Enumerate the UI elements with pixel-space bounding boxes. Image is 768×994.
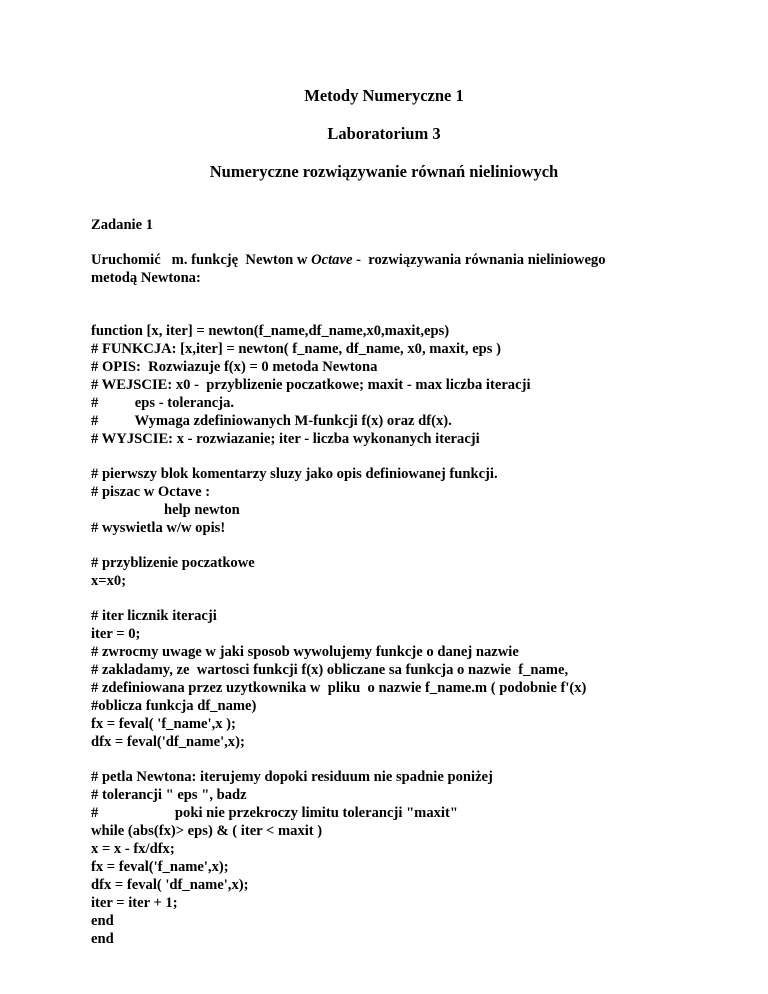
code-line: iter = iter + 1; [91, 895, 178, 911]
code-line: iter = 0; [91, 626, 141, 642]
code-line: # iter licznik iteracji [91, 608, 217, 624]
code-line: # poki nie przekroczy limitu tolerancji "maxit" [91, 805, 458, 821]
code-line: x=x0; [91, 573, 127, 589]
code-line: end [91, 913, 114, 929]
task-heading: Zadanie 1 [91, 217, 154, 233]
code-line: dfx = feval( 'df_name',x); [91, 877, 249, 893]
code-line: # wyswietla w/w opis! [91, 520, 226, 536]
code-line: # zdefiniowana przez uzytkownika w pliku o nazwie f_name.m ( podobnie f'(x) [91, 680, 587, 696]
task-intro-line1 [91, 251, 606, 269]
code-line: end [91, 931, 114, 947]
code-line: dfx = feval('df_name',x); [91, 734, 245, 750]
code-line: # OPIS: Rozwiazuje f(x) = 0 metoda Newtona [91, 359, 378, 375]
code-line: function [x, iter] = newton(f_name,df_name,x0,maxit,eps) [91, 323, 450, 339]
intro-text-1: Uruchomić m. funkcję Newton w [91, 252, 312, 268]
code-line: # piszac w Octave : [91, 484, 211, 500]
code-line: fx = feval('f_name',x); [91, 859, 229, 875]
intro-octave: Octave [311, 252, 353, 268]
code-line: # WYJSCIE: x - rozwiazanie; iter - liczba wykonanych iteracji [91, 431, 480, 447]
code-line: # pierwszy blok komentarzy sluzy jako opis definiowanej funkcji. [91, 466, 498, 482]
task-intro-line2: metodą Newtona: [91, 270, 201, 286]
code-line: fx = feval( 'f_name',x ); [91, 716, 236, 732]
code-line: # zakladamy, ze wartosci funkcji f(x) obliczane sa funkcja o nazwie f_name, [91, 662, 569, 678]
code-line: # Wymaga zdefiniowanych M-funkcji f(x) oraz df(x). [91, 413, 452, 429]
code-line: help newton [91, 502, 240, 518]
code-line: # zwrocmy uwage w jaki sposob wywolujemy funkcje o danej nazwie [91, 644, 519, 660]
code-line: x = x - fx/dfx; [91, 841, 175, 857]
intro-text-2: - rozwiązywania równania nieliniowego [352, 252, 606, 268]
code-line: while (abs(fx)> eps) & ( iter < maxit ) [91, 823, 323, 839]
code-line: # petla Newtona: iterujemy dopoki residuum nie spadnie poniżej [91, 769, 493, 785]
code-line: #oblicza funkcja df_name) [91, 698, 257, 714]
code-line: # tolerancji " eps ", badz [91, 787, 247, 803]
code-line: # FUNKCJA: [x,iter] = newton( f_name, df_name, x0, maxit, eps ) [91, 341, 501, 357]
lab-title: Laboratorium 3 [327, 124, 441, 143]
code-line: # przyblizenie poczatkowe [91, 555, 255, 571]
code-line: # eps - tolerancja. [91, 395, 235, 411]
code-line: # WEJSCIE: x0 - przyblizenie poczatkowe; maxit - max liczba iteracji [91, 377, 531, 393]
topic-title: Numeryczne rozwiązywanie równań nieliniowych [209, 162, 559, 181]
course-title: Metody Numeryczne 1 [304, 86, 464, 105]
